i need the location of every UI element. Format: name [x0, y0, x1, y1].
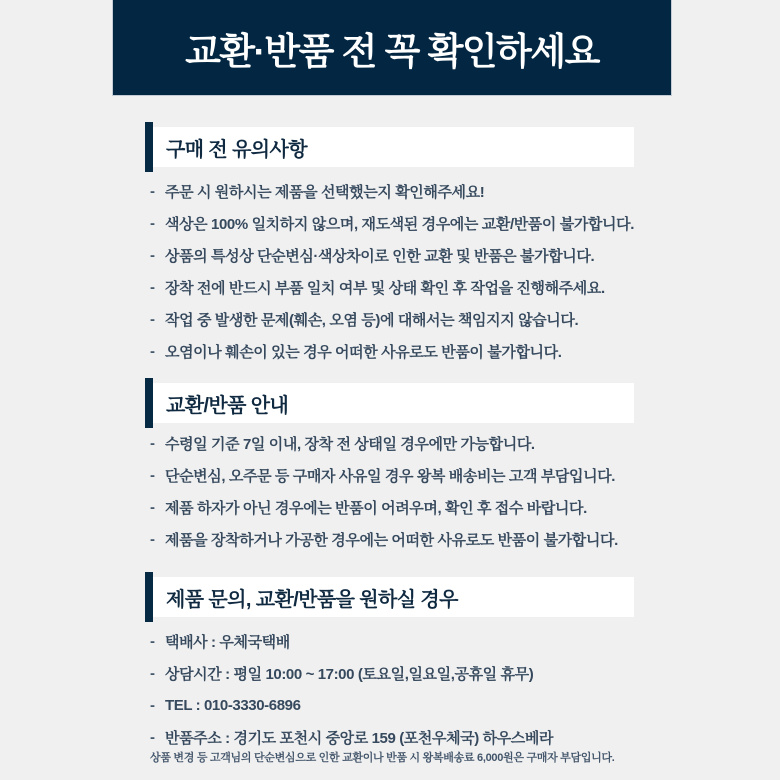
list-item-text: 상품의 특성상 단순변심·색상차이로 인한 교환 및 반품은 불가합니다. [165, 247, 595, 265]
list-item [145, 625, 665, 657]
dash-bullet: - [150, 632, 155, 650]
dash-bullet: - [150, 498, 155, 516]
list-item-text: 수령일 기준 7일 이내, 장착 전 상태일 경우에만 가능합니다. [165, 435, 535, 453]
dash-bullet: - [150, 530, 155, 548]
list-item-text: 제품 하자가 아닌 경우에는 반품이 어려우며, 확인 후 접수 바랍니다. [165, 499, 587, 517]
section-title: 구매 전 유의사항 [166, 138, 307, 161]
list-item [145, 239, 665, 271]
dash-bullet: - [150, 696, 155, 714]
list-item [145, 657, 665, 689]
dash-bullet: - [150, 278, 155, 296]
list-item [145, 303, 665, 335]
section-header-exchange-return-guide [145, 378, 634, 428]
section-title-bar [153, 383, 634, 423]
section-header-purchase-notes [145, 122, 634, 172]
list-item-text: 장착 전에 반드시 부품 일치 여부 및 상태 확인 후 작업을 진행해주세요. [165, 279, 605, 297]
section-title-bar [153, 127, 634, 167]
list-item [145, 459, 665, 491]
list-item [145, 689, 665, 721]
list-item [145, 523, 665, 555]
hours-value: 상담시간 : 평일 10:00 ~ 17:00 (토요일,일요일,공휴일 휴무) [165, 665, 534, 683]
dash-bullet: - [150, 466, 155, 484]
courier-value: 택배사 : 우체국택배 [165, 633, 290, 651]
exchange-return-guide-list [145, 427, 665, 555]
dash-bullet: - [150, 214, 155, 232]
header-banner [112, 0, 672, 96]
list-item-text: 색상은 100% 일치하지 않으며, 재도색된 경우에는 교환/반품이 불가합니다. [165, 215, 634, 233]
dash-bullet: - [150, 246, 155, 264]
return-address-value: 반품주소 : 경기도 포천시 중앙로 159 (포천우체국) 하우스베라 [165, 729, 554, 747]
list-item [145, 427, 665, 459]
dash-bullet: - [150, 664, 155, 682]
list-item-text: 단순변심, 오주문 등 구매자 사유일 경우 왕복 배송비는 고객 부담입니다. [165, 467, 616, 485]
contact-info-list [145, 625, 665, 753]
list-item-text: 오염이나 훼손이 있는 경우 어떠한 사유로도 반품이 불가합니다. [165, 343, 562, 361]
phone-value: TEL : 010-3330-6896 [165, 696, 301, 714]
list-item-text: 주문 시 원하시는 제품을 선택했는지 확인해주세요! [165, 183, 485, 201]
list-item-text: 제품을 장착하거나 가공한 경우에는 어떠한 사유로도 반품이 불가합니다. [165, 531, 618, 549]
list-item-text: 작업 중 발생한 문제(훼손, 오염 등)에 대해서는 책임지지 않습니다. [165, 311, 579, 329]
purchase-notes-list [145, 175, 665, 367]
dash-bullet: - [150, 310, 155, 328]
accent-bar [145, 572, 153, 622]
list-item [145, 175, 665, 207]
dash-bullet: - [150, 342, 155, 360]
dash-bullet: - [150, 728, 155, 746]
list-item [145, 335, 665, 367]
section-title-bar [153, 577, 634, 617]
page-title: 교환·반품 전 꼭 확인하세요 [185, 30, 599, 72]
dash-bullet: - [150, 434, 155, 452]
accent-bar [145, 378, 153, 428]
accent-bar [145, 122, 153, 172]
dash-bullet: - [150, 182, 155, 200]
section-title: 제품 문의, 교환/반품을 원하실 경우 [166, 588, 458, 611]
section-title: 교환/반품 안내 [166, 394, 289, 417]
list-item [145, 271, 665, 303]
list-item [145, 207, 665, 239]
footer-note: 상품 변경 등 고객님의 단순변심으로 인한 교환이나 반품 시 왕복배송료 6,000원은 구매자 부담입니다. [150, 752, 615, 764]
section-header-contact-info [145, 572, 634, 622]
list-item [145, 491, 665, 523]
